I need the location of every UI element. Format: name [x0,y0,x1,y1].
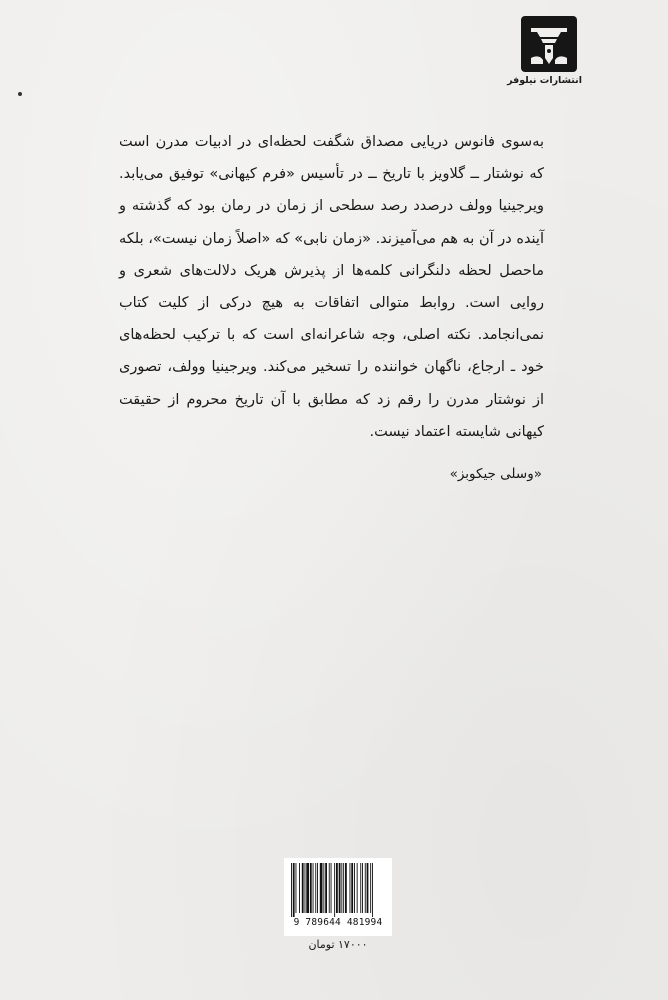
barcode-bar [325,863,327,913]
barcode-bar [302,863,304,913]
quote-attribution: «وسلی جیکوبز» [449,466,542,482]
barcode-bar [320,863,323,913]
barcode-bar [360,863,361,913]
isbn-number: 9 789644 481994 [293,917,383,928]
barcode-bar [336,863,338,913]
barcode-bar [367,863,369,913]
isbn-barcode [284,858,392,936]
barcode-bar [315,863,316,913]
barcode-bar [351,863,353,913]
barcode-bar [350,863,351,913]
barcode-bar [362,863,363,913]
barcode-bar [296,863,297,913]
barcode-bar [357,863,358,913]
blurb-text-block [119,126,544,448]
publisher-emblem-icon [519,14,579,74]
barcode-bar [339,863,341,913]
barcode-bar [370,863,371,913]
barcode-bar [334,863,335,917]
barcode-bar [354,863,355,913]
barcode-bar [310,863,312,913]
barcode-bar [365,863,366,913]
barcode-bar [306,863,309,913]
barcode-bar [293,863,295,917]
publisher-name: انتشارات نیلوفر [507,75,582,86]
barcode-bar [323,863,324,913]
barcode-bar [372,863,373,917]
barcode-bar [299,863,300,913]
barcode-bar [313,863,314,913]
barcode-bar [331,863,332,913]
blurb-paragraph: به‌سوی فانوس دریایی مصداق شگفت لحظه‌ای در ادبیات مدرن است که نوشتار ــ گلاویز با تاریخ ــ در تأسیس «فرم کیهانی» توفیق می‌یابد. ویرجینیا وولف درصدد رصد سطحی از زمان در رمان بود که گذشته و آینده در آن به هم می‌آمیزند. «زمان نابی» که «اصلاً زمان نیست»، بلکه ماحصل لحظه دلنگرانی کلمه‌ها از پذیرش هریک دلالت‌های شعری و روایی است. روابط متوالی اتفاقات به هیچ درکی از کلیت کتاب نمی‌انجامد. نکته اصلی، وجه شاعرانه‌ای است که با ترکیب لحظه‌های خود ـ ارجاع، ناگهان خواننده را تسخیر می‌کند. ویرجینیا وولف، تصوری از نوشتار مدرن را رقم زد که مطابق با آن تاریخ محروم از حقیقت کیهانی شایسته اعتماد نیست. [119,134,544,440]
barcode-bar [343,863,344,913]
barcode-bar [291,863,292,917]
price-label: ۱۷۰۰۰ تومان [308,938,368,951]
barcode-bar [317,863,318,913]
barcode-bar [329,863,330,913]
barcode-bar [305,863,306,913]
barcode-bars [290,863,386,917]
barcode-bar [345,863,347,913]
speck-mark [18,92,22,96]
publisher-logo [507,14,582,86]
barcode-bar [341,863,342,913]
